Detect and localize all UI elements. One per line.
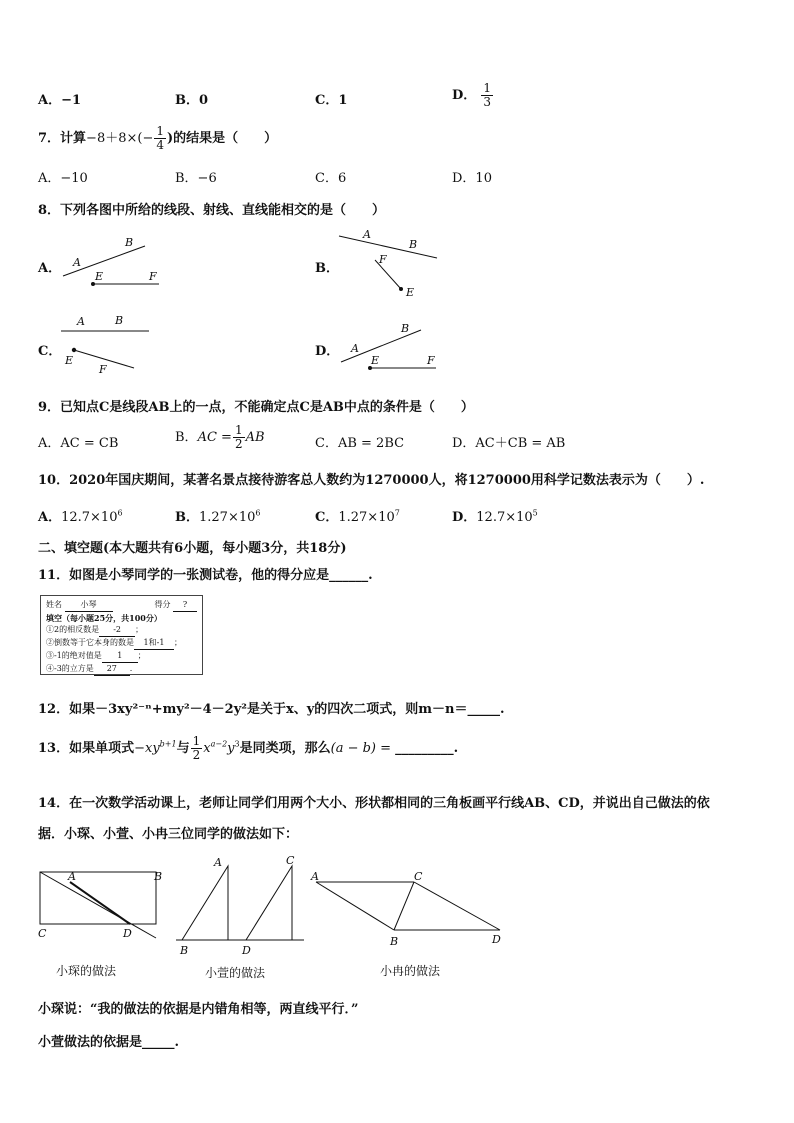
point-e-label: E (95, 270, 104, 283)
svg-text:D: D (492, 933, 501, 946)
q7-stem: 7．计算−8＋8×(− $\frac{1}{4}$ )的结果是（ ） (38, 124, 278, 152)
svg-text:B: B (390, 935, 399, 948)
q14-caption-1: 小琛的做法 (56, 964, 117, 978)
q13-stem: 13．如果单项式$-xy^{b+1}$与 $\frac{1}{2}$ $x^{a-2}y^3$是同类项，那么(a − b) = _________. (38, 734, 459, 762)
svg-text:B: B (154, 870, 163, 883)
svg-text:A: A (311, 870, 319, 883)
q7-option-c: C．6 (315, 171, 347, 186)
svg-text:B: B (180, 944, 189, 957)
point-f-label: F (427, 354, 435, 367)
point-a-label: A (351, 342, 359, 355)
q14-figure-xiaoxuan (172, 852, 307, 957)
point-a-label: A (77, 315, 85, 328)
q10-option-d: D．$12.7\times 10^5$ (452, 508, 538, 525)
q9-option-c: C．AB = 2BC (315, 436, 405, 451)
q12-stem: 12．如果－3xy²⁻ⁿ+my²－4－2y²是关于x、y的四次二项式，则m－n＝_____. (38, 702, 505, 717)
q14-line2: 据．小琛、小萱、小冉三位同学的做法如下： (38, 827, 299, 842)
q9-option-a: A．AC = CB (38, 436, 119, 451)
q11-stem: 11．如图是小琴同学的一张测试卷，他的得分应是______. (38, 568, 373, 583)
q8-diagram-c (55, 312, 165, 377)
q7-option-a: A．−10 (38, 171, 88, 186)
q14-caption-2: 小萱的做法 (205, 966, 266, 980)
svg-text:C: C (286, 854, 295, 867)
point-a-label: A (73, 256, 81, 269)
q6-option-d: D． $\frac{1}{3}$ (452, 81, 492, 109)
svg-text:C: C (38, 927, 47, 940)
q7-option-d: D．10 (452, 171, 492, 186)
point-b-label: B (409, 238, 418, 251)
q8-option-a: A． (38, 261, 62, 276)
point-e-label: E (65, 354, 74, 367)
q6-option-a: A．−1 (38, 93, 82, 108)
q10-option-a: A．$12.7\times 10^6$ (38, 508, 123, 525)
q14-xiaochen-says: 小琛说：“我的做法的依据是内错角相等，两直线平行．” (38, 1002, 359, 1017)
q7-option-b: B．−6 (175, 171, 217, 186)
q6-option-b: B．0 (175, 93, 209, 108)
point-b-label: B (125, 236, 134, 249)
section-heading: 二、填空题(本大题共有6小题，每小题3分，共18分) (38, 541, 347, 556)
q8-diagram-b (335, 222, 445, 302)
point-e-label: E (371, 354, 380, 367)
point-b-label: B (115, 314, 124, 327)
q10-stem: 10．2020年国庆期间，某著名景点接待游客总人数约为1270000人，将1270000用科学记数法表示为（ ）. (38, 473, 705, 488)
test-paper-card: 姓名 小琴 得分 ? 填空（每小题25分，共100分） ①2的相反数是 -2 ； ②倒数等于它本身的数是 1和-1 ； ③-1的绝对值是 1 ； ④-3的立方是 27 . (40, 595, 203, 675)
q9-option-d: D．AC＋CB = AB (452, 436, 566, 451)
q14-caption-3: 小冉的做法 (380, 964, 441, 978)
q10-option-c: C．$1.27\times 10^7$ (315, 508, 400, 525)
q6-option-c: C．1 (315, 93, 348, 108)
q14-figure-xiaoran (308, 866, 508, 950)
point-a-label: A (363, 228, 371, 241)
svg-text:C: C (414, 870, 423, 883)
q8-option-b: B． (315, 261, 339, 276)
q14-figure-xiaochen (34, 862, 166, 942)
q8-option-d: D． (315, 344, 340, 359)
q8-stem: 8．下列各图中所给的线段、射线、直线能相交的是（ ） (38, 203, 386, 218)
q14-line1: 14．在一次数学活动课上，老师让同学们用两个大小、形状都相同的三角板画平行线AB、CD，并说出自己做法的依 (38, 796, 710, 811)
q9-stem: 9．已知点C是线段AB上的一点，不能确定点C是AB中点的条件是（ ） (38, 400, 474, 415)
point-e-label: E (406, 286, 415, 299)
svg-text:D: D (242, 944, 251, 957)
q14-question: 小萱做法的依据是_____. (38, 1035, 180, 1050)
q10-option-b: B．$1.27\times 10^6$ (175, 508, 261, 525)
q8-diagram-a (55, 230, 175, 295)
point-f-label: F (149, 270, 157, 283)
q8-option-c: C． (38, 344, 62, 359)
svg-text:D: D (123, 927, 132, 940)
svg-text:A: A (68, 870, 76, 883)
q8-diagram-d (335, 318, 445, 378)
svg-text:A: A (214, 856, 222, 869)
point-b-label: B (401, 322, 410, 335)
point-f-label: F (99, 363, 107, 376)
point-f-label: F (379, 253, 387, 266)
q9-option-b: B．AC = $\frac{1}{2}$ AB (175, 423, 265, 451)
